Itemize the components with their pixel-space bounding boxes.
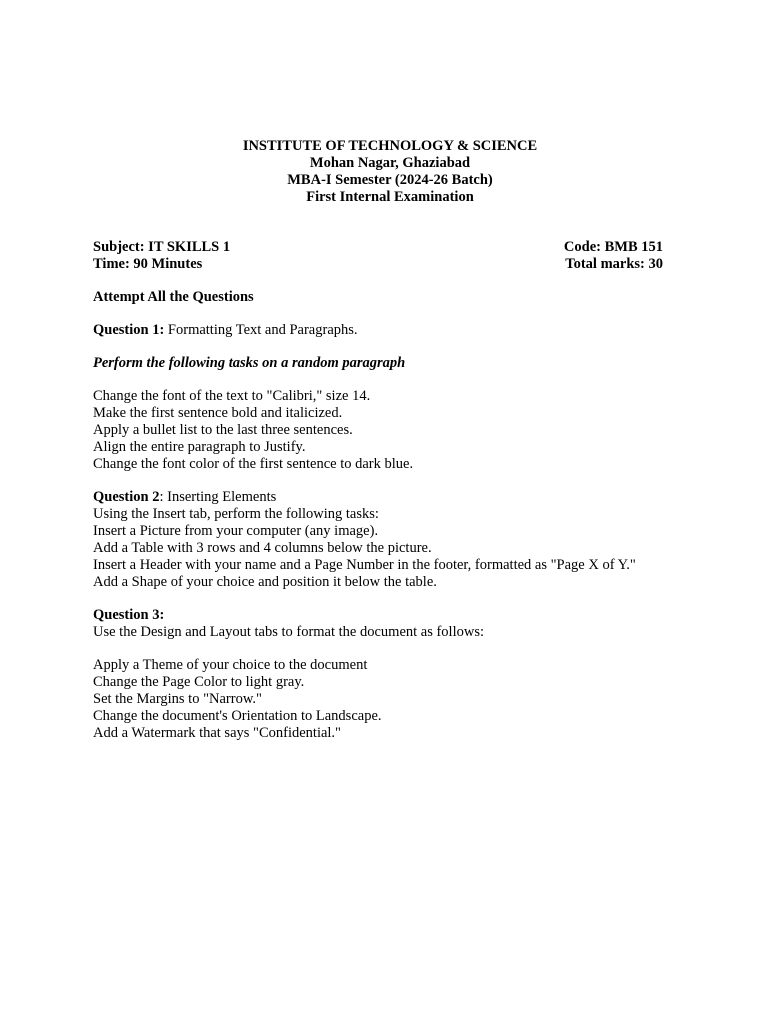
document-header	[0, 138, 768, 206]
question3-task: Apply a Theme of your choice to the document	[93, 657, 368, 673]
question2-title: : Inserting Elements	[159, 489, 277, 505]
meta-row-time	[93, 256, 663, 273]
question3-intro: Use the Design and Layout tabs to format the document as follows:	[93, 624, 485, 640]
question1-task: Apply a bullet list to the last three sentences.	[93, 422, 353, 438]
question2-task: Insert a Picture from your computer (any image).	[93, 523, 379, 539]
total-marks-label: Total marks: 30	[565, 256, 663, 272]
question1-subheading: Perform the following tasks on a random paragraph	[93, 355, 406, 371]
institute-name: INSTITUTE OF TECHNOLOGY & SCIENCE	[242, 138, 538, 154]
question2-task: Add a Shape of your choice and position it below the table.	[93, 574, 437, 590]
question2-heading	[93, 489, 663, 506]
question1-heading	[93, 322, 663, 339]
question3-label: Question 3:	[93, 607, 165, 623]
question1-task: Change the font of the text to "Calibri," size 14.	[93, 388, 371, 404]
institute-location: Mohan Nagar, Ghaziabad	[309, 155, 471, 171]
question1-label: Question 1:	[93, 322, 165, 338]
subject-label: Subject: IT SKILLS 1	[93, 239, 231, 255]
instructions: Attempt All the Questions	[93, 289, 254, 305]
question3-task: Set the Margins to "Narrow."	[93, 691, 262, 707]
program-name: MBA-I Semester (2024-26 Batch)	[287, 172, 493, 188]
question1-task: Change the font color of the first sentence to dark blue.	[93, 456, 414, 472]
question1-title: Formatting Text and Paragraphs.	[164, 322, 358, 338]
question3-task: Add a Watermark that says "Confidential."	[93, 725, 341, 741]
code-label: Code: BMB 151	[563, 239, 663, 255]
question1-task: Make the first sentence bold and italicized.	[93, 405, 343, 421]
exam-body	[93, 289, 663, 742]
question3-task: Change the Page Color to light gray.	[93, 674, 305, 690]
question2-intro: Using the Insert tab, perform the following tasks:	[93, 506, 379, 522]
time-label: Time: 90 Minutes	[93, 256, 203, 272]
question1-task: Align the entire paragraph to Justify.	[93, 439, 306, 455]
exam-title: First Internal Examination	[306, 189, 474, 205]
question2-task: Insert a Header with your name and a Page Number in the footer, formatted as "Page X of Y."	[93, 557, 636, 573]
question2-task: Add a Table with 3 rows and 4 columns below the picture.	[93, 540, 432, 556]
question2-label: Question 2	[93, 489, 160, 505]
question3-task: Change the document's Orientation to Landscape.	[93, 708, 382, 724]
meta-row-subject	[93, 239, 663, 256]
